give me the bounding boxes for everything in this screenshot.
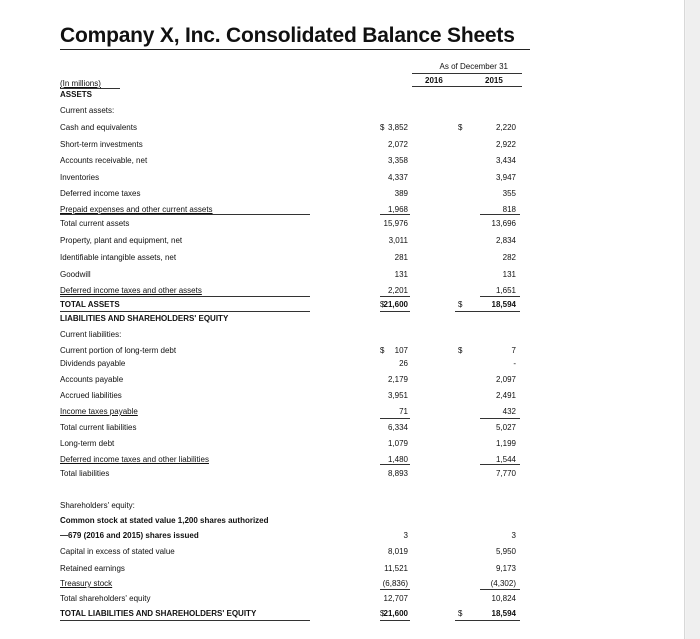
value-2016: 3,358 [387, 156, 408, 165]
currency-symbol: $ [458, 300, 463, 309]
value-2015: 7 [511, 346, 516, 355]
value-2015: 432 [502, 407, 516, 416]
value-2015: 2,220 [495, 123, 516, 132]
currency-symbol: $ [458, 609, 463, 618]
value-2015: 3,947 [495, 173, 516, 182]
row-label: Total current assets [60, 219, 130, 228]
row-label: Treasury stock [60, 579, 113, 588]
currency-symbol: $ [380, 123, 385, 132]
row-label: Identifiable intangible assets, net [60, 253, 177, 262]
rule [480, 589, 520, 590]
rule [455, 311, 520, 312]
row-label: Capital in excess of stated value [60, 547, 175, 556]
currency-symbol: $ [380, 300, 385, 309]
value-2016: 131 [394, 270, 408, 279]
rule [380, 418, 410, 419]
subheading-current-liabilities: Current liabilities: [60, 330, 122, 339]
value-2016: 6,334 [387, 423, 408, 432]
value-2016: 2,201 [387, 286, 408, 295]
value-2015: 2,491 [495, 391, 516, 400]
row-label: Long-term debt [60, 439, 115, 448]
row-label: TOTAL ASSETS [60, 300, 120, 309]
row-label: Total current liabilities [60, 423, 137, 432]
rule [380, 464, 410, 465]
rule [480, 214, 520, 215]
row-label: Accounts receivable, net [60, 156, 148, 165]
value-2016: 2,179 [387, 375, 408, 384]
row-label: Short-term investments [60, 140, 143, 149]
value-2015: 282 [502, 253, 516, 262]
value-2015: 1,651 [495, 286, 516, 295]
common-stock-line2: —679 (2016 and 2015) shares issued [60, 531, 199, 540]
column-header-2015: 2015 [485, 76, 503, 85]
value-2015: 2,834 [495, 236, 516, 245]
rule [60, 311, 310, 312]
value-2016: 389 [394, 189, 408, 198]
value-2015: 5,950 [495, 547, 516, 556]
row-label: Deferred income taxes and other assets [60, 286, 202, 295]
row-label: Deferred income taxes and other liabilities [60, 455, 209, 464]
value-2016: 1,079 [387, 439, 408, 448]
column-header-2016: 2016 [425, 76, 443, 85]
rule [380, 620, 410, 621]
title-underline [60, 49, 530, 50]
value-2015: - [513, 359, 516, 368]
value-2015: 2,097 [495, 375, 516, 384]
currency-symbol: $ [380, 609, 385, 618]
row-label: Current portion of long-term debt [60, 346, 177, 355]
row-label: Accounts payable [60, 375, 124, 384]
rule [480, 464, 520, 465]
value-2016: 21,600 [383, 300, 408, 309]
rule [60, 620, 310, 621]
row-label: Inventories [60, 173, 100, 182]
row-label: Retained earnings [60, 564, 125, 573]
value-2016: (6,836) [382, 579, 408, 588]
value-2016: 8,893 [387, 469, 408, 478]
value-2015: 3 [511, 531, 516, 540]
subheading-shareholders-equity: Shareholders' equity: [60, 501, 135, 510]
value-2016: 11,521 [384, 564, 408, 573]
value-2016: 1,480 [387, 455, 408, 464]
value-2015: 7,770 [495, 469, 516, 478]
value-2016: 8,019 [387, 547, 408, 556]
currency-symbol: $ [380, 346, 385, 355]
row-label: Income taxes payable [60, 407, 138, 416]
row-label: Cash and equivalents [60, 123, 137, 132]
subheading-current-assets: Current assets: [60, 106, 115, 115]
rule [60, 296, 310, 297]
scrollbar[interactable] [686, 0, 700, 639]
value-2016: 281 [394, 253, 408, 262]
row-label: TOTAL LIABILITIES AND SHAREHOLDERS' EQUITY [60, 609, 257, 618]
value-2016: 3 [403, 531, 408, 540]
currency-symbol: $ [458, 346, 463, 355]
value-2015: (4,302) [490, 579, 516, 588]
rule [380, 311, 410, 312]
value-2015: 18,594 [491, 609, 516, 618]
rule [380, 296, 410, 297]
value-2015: 1,544 [495, 455, 516, 464]
rule [455, 620, 520, 621]
value-2015: 1,199 [495, 439, 516, 448]
section-heading-liabilities: LIABILITIES AND SHAREHOLDERS' EQUITY [60, 314, 229, 323]
section-heading-assets: ASSETS [60, 90, 93, 99]
row-label: Dividends payable [60, 359, 126, 368]
value-2015: 10,824 [491, 594, 516, 603]
row-label: Goodwill [60, 270, 91, 279]
rule [380, 214, 410, 215]
value-2015: 5,027 [495, 423, 516, 432]
value-2015: 3,434 [495, 156, 516, 165]
value-2016: 3,852 [387, 123, 408, 132]
units-note: (In millions) [60, 79, 101, 88]
row-label: Total shareholders' equity [60, 594, 151, 603]
value-2015: 355 [502, 189, 516, 198]
column-header-as-of: As of December 31 [439, 62, 508, 71]
page-title: Company X, Inc. Consolidated Balance Sheets [60, 24, 515, 47]
row-label: Deferred income taxes [60, 189, 141, 198]
rule [480, 296, 520, 297]
value-2016: 15,976 [383, 219, 408, 228]
value-2015: 131 [502, 270, 516, 279]
value-2016: 107 [394, 346, 408, 355]
rule [60, 214, 310, 215]
value-2016: 3,011 [388, 236, 408, 245]
rule [480, 418, 520, 419]
value-2015: 2,922 [495, 140, 516, 149]
row-label: Total liabilities [60, 469, 110, 478]
value-2015: 18,594 [491, 300, 516, 309]
header-rule [412, 73, 522, 74]
currency-symbol: $ [458, 123, 463, 132]
value-2016: 2,072 [387, 140, 408, 149]
value-2015: 13,696 [491, 219, 516, 228]
value-2016: 3,951 [387, 391, 408, 400]
rule [380, 589, 410, 590]
row-label: Property, plant and equipment, net [60, 236, 183, 245]
common-stock-line1: Common stock at stated value 1,200 shares authorized [60, 516, 269, 525]
value-2016: 1,968 [387, 205, 408, 214]
header-underline [412, 86, 522, 87]
value-2016: 26 [399, 359, 408, 368]
value-2016: 12,707 [383, 594, 408, 603]
value-2015: 9,173 [495, 564, 516, 573]
value-2016: 4,337 [387, 173, 408, 182]
value-2015: 818 [502, 205, 516, 214]
value-2016: 21,600 [383, 609, 408, 618]
row-label: Accrued liabilities [60, 391, 122, 400]
value-2016: 71 [399, 407, 408, 416]
units-underline [60, 88, 120, 89]
row-label: Prepaid expenses and other current assets [60, 205, 213, 214]
